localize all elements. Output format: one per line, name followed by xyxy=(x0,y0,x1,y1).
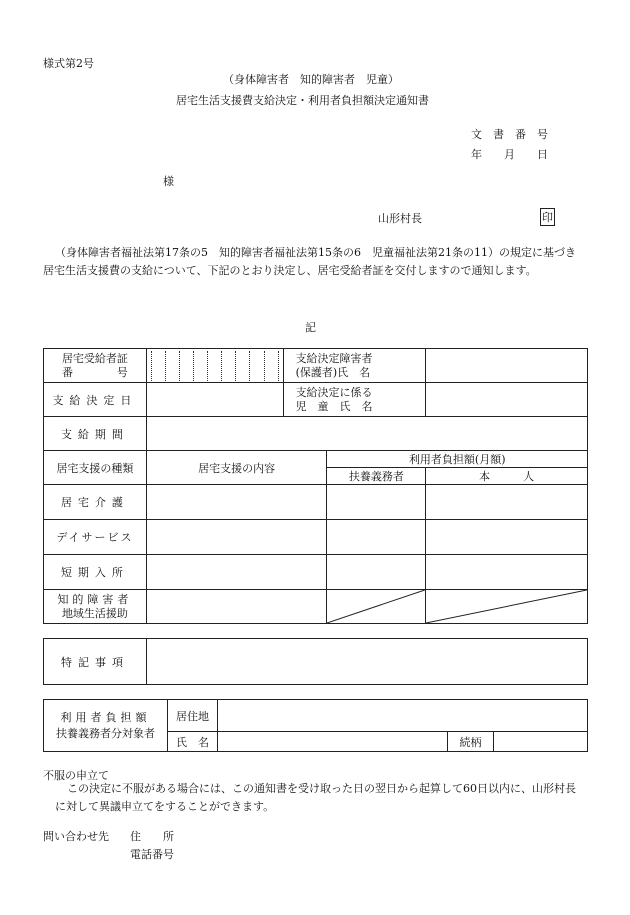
burden-target-label: 利用者負担額 扶養義務者分対象者 xyxy=(44,700,168,752)
decision-date-label: 支給決定日 xyxy=(44,383,147,417)
body-paragraph: （身体障害者福祉法第17条の5 知的障害者福祉法第15条の6 児童福祉法第21条の11）の規定に基づき居宅生活支援費の支給について、下記のとおり決定し、居宅受給者証を交付しますので通知します。 xyxy=(43,246,576,277)
support-type-header: 居宅支援の種類 xyxy=(44,451,147,485)
guardian-amount-cell[interactable] xyxy=(327,555,426,590)
contact-label: 問い合わせ先 xyxy=(43,830,109,843)
service-row-label: 居宅介護 xyxy=(44,485,147,520)
residence-label: 居住地 xyxy=(168,700,218,732)
guardian-header: 扶養義務者 xyxy=(327,468,426,485)
residence-field[interactable] xyxy=(218,700,588,732)
issuer-name: 山形村長 xyxy=(378,212,422,225)
self-amount-cell-crossed xyxy=(426,590,588,624)
support-content-header: 居宅支援の内容 xyxy=(146,451,327,485)
burden-name-field[interactable] xyxy=(218,732,448,752)
document-subtitle: （身体障害者 知的障害者 児童） xyxy=(223,73,399,86)
child-name-label: 支給決定に係る 児 童 氏 名 xyxy=(283,383,426,417)
special-notes-label: 特記事項 xyxy=(44,639,147,685)
contact-address-label: 住 所 xyxy=(130,830,174,843)
guardian-amount-cell[interactable] xyxy=(327,485,426,520)
diagonal-line xyxy=(327,590,425,623)
payment-period-field[interactable] xyxy=(146,417,587,451)
recipient-number-label: 居宅受給者証 番 号 xyxy=(44,349,147,383)
burden-target-table xyxy=(43,699,588,752)
service-content-cell[interactable] xyxy=(146,590,327,624)
date-label: 年 月 日 xyxy=(471,148,548,161)
self-amount-cell[interactable] xyxy=(426,520,588,555)
relationship-field[interactable] xyxy=(494,732,588,752)
form-number: 様式第2号 xyxy=(43,57,94,70)
relationship-label: 続柄 xyxy=(448,732,494,752)
service-content-cell[interactable] xyxy=(146,485,327,520)
disabled-person-name-field[interactable] xyxy=(426,349,588,383)
service-row-label: 短期入所 xyxy=(44,555,147,590)
document-title: 居宅生活支援費支給決定・利用者負担額決定通知書 xyxy=(176,94,429,107)
guardian-amount-cell[interactable] xyxy=(327,520,426,555)
payment-period-label: 支給期間 xyxy=(44,417,147,451)
special-notes-field[interactable] xyxy=(147,639,588,685)
decision-table xyxy=(43,348,588,624)
addressee-suffix: 様 xyxy=(163,175,174,188)
service-content-cell[interactable] xyxy=(146,520,327,555)
contact-phone-label: 電話番号 xyxy=(130,848,174,861)
service-content-cell[interactable] xyxy=(146,555,327,590)
document-number-label: 文 書 番 号 xyxy=(471,128,548,141)
self-header: 本 人 xyxy=(426,468,588,485)
seal-mark: 印 xyxy=(540,208,555,226)
disabled-person-name-label: 支給決定障害者 (保護者)氏 名 xyxy=(283,349,426,383)
self-amount-cell[interactable] xyxy=(426,485,588,520)
child-name-field[interactable] xyxy=(426,383,588,417)
ki-heading: 記 xyxy=(305,321,316,334)
guardian-amount-cell-crossed xyxy=(327,590,426,624)
burden-name-label: 氏 名 xyxy=(168,732,218,752)
user-burden-header: 利用者負担額(月額) xyxy=(327,451,588,468)
self-amount-cell[interactable] xyxy=(426,555,588,590)
recipient-number-field[interactable] xyxy=(146,349,283,383)
objection-title: 不服の申立て xyxy=(43,769,109,782)
diagonal-line xyxy=(426,590,587,623)
decision-date-field[interactable] xyxy=(146,383,283,417)
special-notes-table xyxy=(43,638,588,685)
service-row-label: 知的障害者 地域生活援助 xyxy=(44,590,147,624)
service-row-label: デイサービス xyxy=(44,520,147,555)
objection-text: この決定に不服がある場合には、この通知書を受け取った日の翌日から起算して60日以内に、山形村長に対して異議申立てをすることができます。 xyxy=(55,782,576,813)
